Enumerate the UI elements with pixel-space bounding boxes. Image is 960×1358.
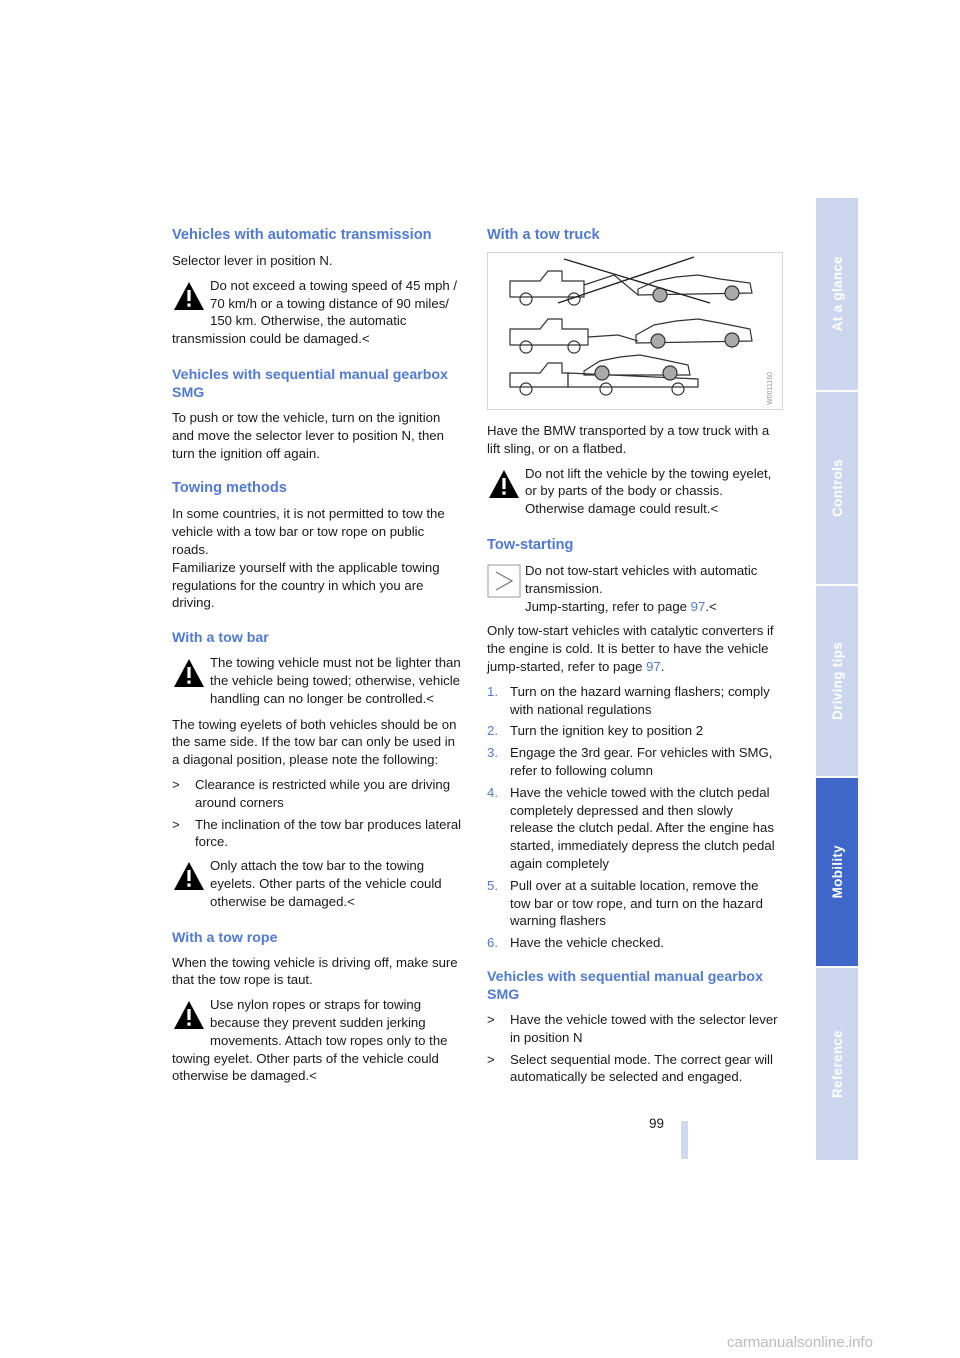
- warning-nylon: [172, 996, 464, 1085]
- heading-towing-methods: Towing methods: [172, 480, 287, 497]
- tow-truck-drawing: [488, 253, 782, 409]
- note-automatic: [487, 562, 779, 598]
- list-item: > Clearance is restricted while you are driving around corners: [172, 776, 451, 810]
- heading-smg-2: Vehicles with sequential manual gearbox SMG: [487, 968, 763, 1003]
- page-number: 99: [648, 1116, 664, 1131]
- list-item: > The inclination of the tow bar produces lateral force.: [172, 816, 462, 850]
- page-link[interactable]: 97: [690, 598, 706, 614]
- tab-at-a-glance[interactable]: At a glance: [829, 256, 845, 332]
- catalytic-text: Only tow-start vehicles with catalytic converters if the engine is cold. It is better to have the vehicle jump-started, refer to page 97.: [487, 623, 774, 674]
- tab-reference[interactable]: Reference: [829, 1030, 845, 1098]
- methods-text-1: In some countries, it is not permitted to tow the vehicle with a tow bar or tow rope on public roads.: [172, 506, 445, 557]
- smg-bullets: [487, 1011, 779, 1086]
- warning-triangle-icon: [487, 467, 521, 501]
- warning-speed: [172, 277, 464, 348]
- warning-attach: [172, 857, 464, 910]
- tab-driving-tips[interactable]: Driving tips: [829, 642, 845, 720]
- tow-truck-illustration: [487, 252, 783, 410]
- heading-tow-bar: With a tow bar: [172, 630, 269, 647]
- list-item: 5. Pull over at a suitable location, remove the tow bar or tow rope, and turn on the hazard warning flashers: [487, 877, 763, 929]
- warning-triangle-icon: [172, 859, 206, 893]
- list-item: 2. Turn the ignition key to position 2: [487, 723, 704, 739]
- warning-nylon-text: Use nylon ropes or straps for towing because they prevent sudden jerking movements. Attach tow ropes only to the towing eyelet. Other parts of the vehicle could otherwise be damaged.<: [172, 997, 448, 1084]
- heading-smg: Vehicles with sequential manual gearbox SMG: [172, 366, 448, 401]
- right-column: [487, 226, 779, 1092]
- list-item: > Have the vehicle towed with the selector lever in position N: [487, 1011, 778, 1045]
- tow-rope-text: When the towing vehicle is driving off, make sure that the tow rope is taut.: [172, 954, 458, 988]
- list-item: 3. Engage the 3rd gear. For vehicles with SMG, refer to following column: [487, 745, 773, 778]
- warning-triangle-icon: [172, 656, 206, 690]
- heading-tow-rope: With a tow rope: [172, 929, 278, 946]
- warning-lift-text: Do not lift the vehicle by the towing eyelet, or by parts of the body or chassis. Otherwise damage could result.<: [525, 465, 772, 517]
- tab-mobility[interactable]: Mobility: [816, 778, 858, 966]
- heading-automatic-transmission: Vehicles with automatic transmission: [172, 227, 432, 243]
- heading-tow-truck: With a tow truck: [487, 227, 600, 243]
- tow-bar-bullets: [172, 776, 464, 851]
- methods-text-2: Familiarize yourself with the applicable towing regulations for the country in which you are driving.: [172, 559, 440, 611]
- transport-text: Have the BMW transported by a tow truck with a lift sling, or on a flatbed.: [487, 423, 770, 456]
- warning-triangle-icon: [172, 998, 206, 1032]
- warning-tow-bar-text: The towing vehicle must not be lighter than the vehicle being towed; otherwise, vehicle handling can no longer be controlled.<: [210, 655, 461, 706]
- section-sidebar: [816, 198, 858, 1160]
- heading-tow-starting: Tow-starting: [487, 536, 574, 553]
- list-item: > Select sequential mode. The correct gear will automatically be selected and engaged.: [487, 1051, 773, 1085]
- note-triangle-icon: [487, 564, 521, 598]
- warning-lift: [487, 465, 779, 518]
- figure-code: W0011160: [767, 372, 775, 405]
- warning-attach-text: Only attach the tow bar to the towing eyelets. Other parts of the vehicle could otherwise be damaged.<: [210, 858, 442, 909]
- watermark: carmanualsonline.info: [727, 1334, 873, 1351]
- tow-start-steps: [487, 683, 779, 952]
- warning-triangle-icon: [172, 279, 206, 313]
- page-number-bar: [681, 1121, 688, 1159]
- warning-tow-bar: [172, 654, 464, 707]
- list-item: 4. Have the vehicle towed with the clutch pedal completely depressed and then slowly release the clutch pedal. After the engine has started, immediately depress the clutch pedal again completely: [487, 784, 775, 871]
- jump-start-ref: Jump-starting, refer to page 97.<: [525, 598, 717, 614]
- left-column: [172, 226, 464, 1093]
- list-item: 6. Have the vehicle checked.: [487, 935, 664, 951]
- warning-speed-text: Do not exceed a towing speed of 45 mph / 70 km/h or a towing distance of 90 miles/ 150 km. Otherwise, the automatic transmission could be damaged.<: [172, 277, 458, 347]
- list-item: 1. Turn on the hazard warning flashers; comply with national regulations: [487, 683, 770, 717]
- note-automatic-text: Do not tow-start vehicles with automatic transmission.: [525, 562, 758, 596]
- smg-text: To push or tow the vehicle, turn on the ignition and move the selector lever to position N, then turn the ignition off again.: [172, 409, 444, 461]
- eyelets-text: The towing eyelets of both vehicles should be on the same side. If the tow bar can only be used in a diagonal position, please note the following:: [172, 716, 457, 768]
- tab-controls[interactable]: Controls: [829, 459, 845, 517]
- page-link[interactable]: 97: [646, 658, 661, 674]
- selector-text: Selector lever in position N.: [172, 253, 333, 268]
